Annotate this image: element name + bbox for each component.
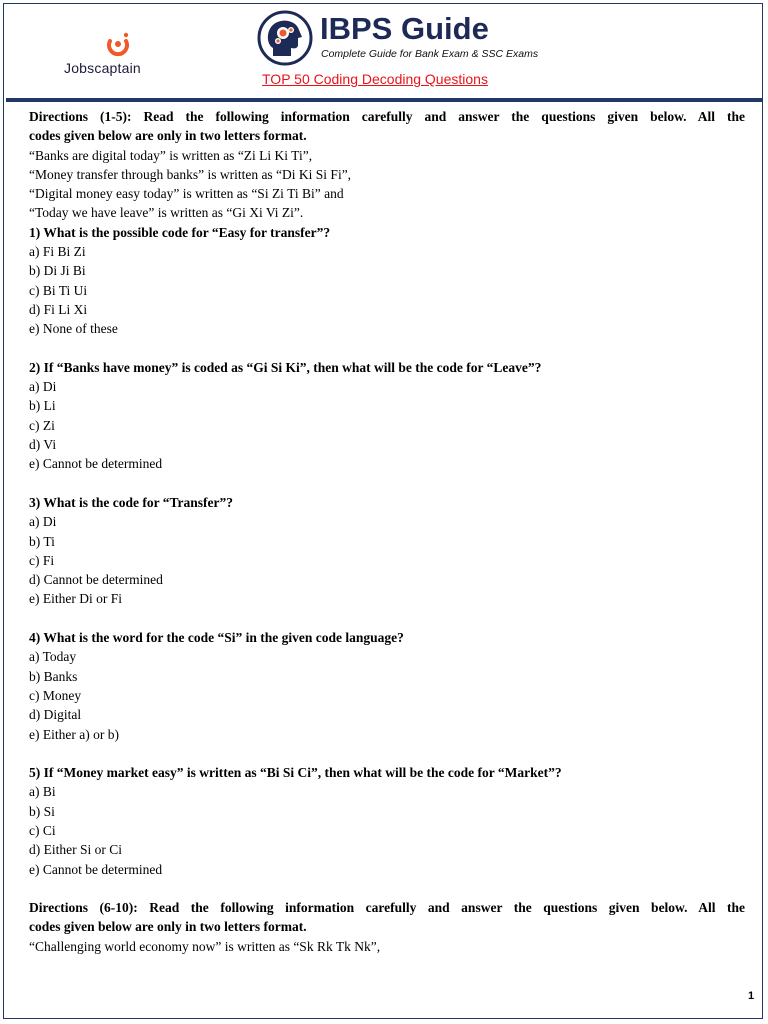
answer-option: d) Cannot be determined [29,572,163,588]
directions-1-5-line-1: Directions (1-5): Read the following information carefully and answer the questions given below. All the [29,109,745,124]
answer-option: d) Vi [29,437,57,453]
coding-statement: “Today we have leave” is written as “Gi Xi Vi Zi”. [29,205,304,221]
answer-option: d) Digital [29,707,82,723]
question-2: 2) If “Banks have money” is coded as “Gi Si Ki”, then what will be the code for “Leave”? [29,359,542,375]
page-number: 1 [748,990,755,1002]
spacer [29,339,745,358]
page-content [29,107,745,956]
answer-option: c) Fi [29,552,55,568]
answer-option: e) Cannot be determined [29,456,163,472]
answer-option: a) Di [29,379,57,395]
spacer [29,474,745,493]
answer-option: d) Fi Li Xi [29,301,88,317]
answer-option: d) Either Si or Ci [29,842,122,858]
answer-option: a) Bi [29,784,56,800]
answer-option: b) Si [29,803,55,819]
jobscaptain-logo [64,30,174,80]
directions-6-10-line-1: Directions (6-10): Read the following information carefully and answer the questions given below. All the [29,900,745,916]
page-header [0,0,768,100]
answer-option: c) Ci [29,822,56,838]
directions-6-10-line-2: codes given below are only in two letters format. [29,919,307,935]
coding-statement: “Money transfer through banks” is written as “Di Ki Si Fi”, [29,166,352,182]
ibps-guide-title: IBPS Guide [320,11,489,46]
document-heading: TOP 50 Coding Decoding Questions [262,71,488,87]
answer-option: b) Ti [29,533,55,549]
answer-option: b) Li [29,398,56,414]
jobscaptain-mark-icon [104,32,132,58]
answer-option: e) Cannot be determined [29,861,163,877]
spacer [29,744,745,763]
brain-head-icon [256,10,314,66]
ibps-guide-logo [256,10,539,70]
coding-statement: “Banks are digital today” is written as “Zi Li Ki Ti”, [29,147,313,163]
answer-option: e) None of these [29,321,118,337]
answer-option: b) Di Ji Bi [29,263,86,279]
answer-option: a) Today [29,649,77,665]
answer-option: e) Either Di or Fi [29,591,122,607]
question-4: 4) What is the word for the code “Si” in the given code language? [29,630,404,646]
answer-option: b) Banks [29,668,78,684]
jobscaptain-wordmark: Jobscaptain [64,60,141,76]
coding-statement: “Challenging world economy now” is written as “Sk Rk Tk Nk”, [29,938,381,954]
answer-option: e) Either a) or b) [29,726,119,742]
answer-option: a) Fi Bi Zi [29,244,86,260]
header-divider [6,98,762,102]
coding-statement: “Digital money easy today” is written as “Si Zi Ti Bi” and [29,186,344,202]
answer-option: c) Money [29,687,82,703]
ibps-guide-tagline: Complete Guide for Bank Exam & SSC Exams [321,48,539,60]
answer-option: c) Zi [29,417,55,433]
spacer [29,879,745,898]
directions-1-5-line-2: codes given below are only in two letters format. [29,128,307,144]
answer-option: c) Bi Ti Ui [29,282,88,298]
question-3: 3) What is the code for “Transfer”? [29,494,233,510]
question-1: 1) What is the possible code for “Easy for transfer”? [29,224,331,240]
answer-option: a) Di [29,514,57,530]
spacer [29,609,745,628]
question-5: 5) If “Money market easy” is written as “Bi Si Ci”, then what will be the code for “Market”? [29,765,562,781]
